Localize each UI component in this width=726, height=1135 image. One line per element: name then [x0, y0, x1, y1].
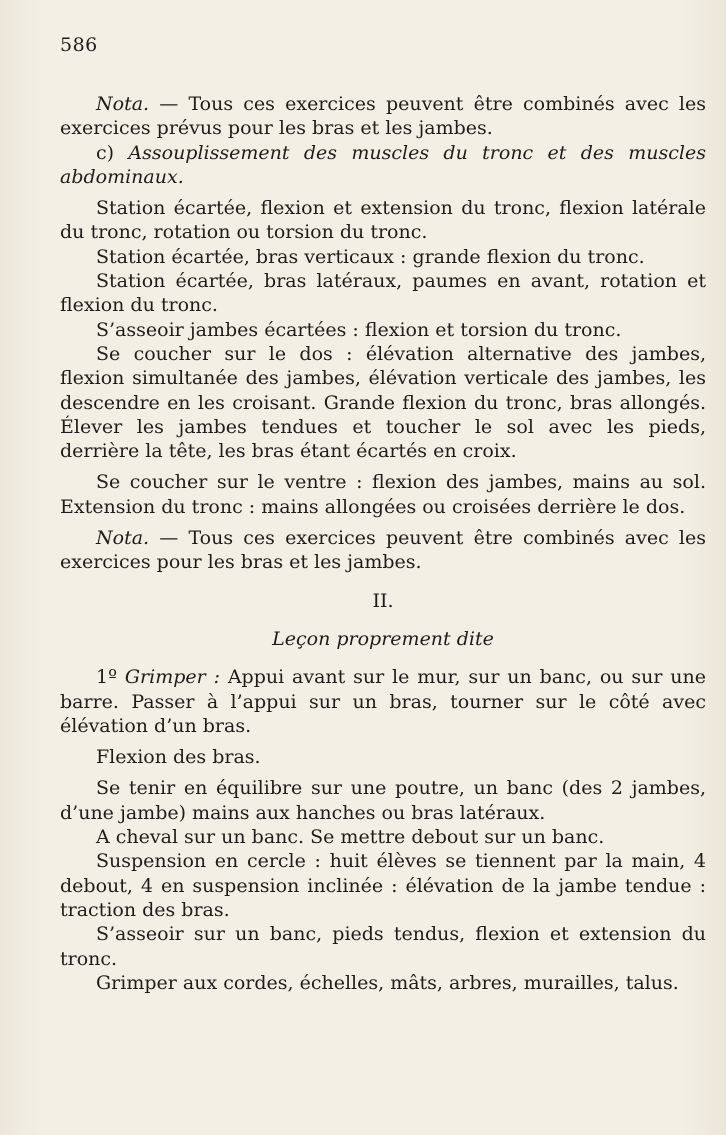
paragraph: Se coucher sur le ventre : flexion des jambes, mains au sol. Extension du tronc : mains allongées ou croisées derrière le dos.: [60, 471, 706, 518]
subheading-c: c) Assouplissement des muscles du tronc et des muscles abdominaux.: [60, 141, 706, 188]
section-numeral: II.: [372, 589, 394, 612]
paragraph: Station écartée, flexion et extension du tronc, flexion latérale du tronc, rotation ou torsion du tronc.: [60, 197, 706, 244]
section-title: Leçon proprement dite: [272, 627, 494, 650]
lesson-paragraph: A cheval sur un banc. Se mettre debout sur un banc.: [96, 826, 605, 849]
paragraph-nota-2: Nota. — Tous ces exercices peuvent être combinés avec les exercices pour les bras et les jambes.: [60, 527, 706, 574]
lesson-paragraph: Se tenir en équilibre sur une poutre, un banc (des 2 jambes, d’une jambe) mains aux hanches ou bras latéraux.: [60, 777, 706, 824]
paragraph: Station écartée, bras verticaux : grande flexion du tronc.: [96, 245, 645, 268]
lesson-paragraph-grimper: 1º Grimper : Appui avant sur le mur, sur un banc, ou sur une barre. Passer à l’appui sur un bras, tourner sur le côté avec élévation d’un bras.: [60, 666, 706, 737]
lesson-paragraph: Flexion des bras.: [96, 746, 261, 769]
paragraph: Station écartée, bras latéraux, paumes en avant, rotation et flexion du tronc.: [60, 270, 706, 317]
lesson-paragraph: S’asseoir sur un banc, pieds tendus, flexion et extension du tronc.: [60, 923, 706, 970]
paragraph-nota-1: Nota. — Tous ces exercices peuvent être combinés avec les exercices prévus pour les bras et les jambes.: [60, 93, 706, 140]
paragraph: Se coucher sur le dos : élévation alternative des jambes, flexion simultanée des jambes, élévation verticale des jambes, les descendre en les croisant. Grande flexion du tronc, bras allongés. Élever les jambes tendues et toucher le sol avec les pieds, derrière la tête, les bras étant écartés en croix.: [60, 342, 706, 463]
lesson-paragraph: Suspension en cercle : huit élèves se tiennent par la main, 4 debout, 4 en suspension inclinée : élévation de la jambe tendue : traction des bras.: [60, 850, 706, 921]
lesson-paragraph: Grimper aux cordes, échelles, mâts, arbres, murailles, talus.: [96, 971, 679, 994]
paragraph: S’asseoir jambes écartées : flexion et torsion du tronc.: [96, 318, 622, 341]
page-body: [60, 92, 706, 995]
page-number: 586: [60, 34, 98, 56]
